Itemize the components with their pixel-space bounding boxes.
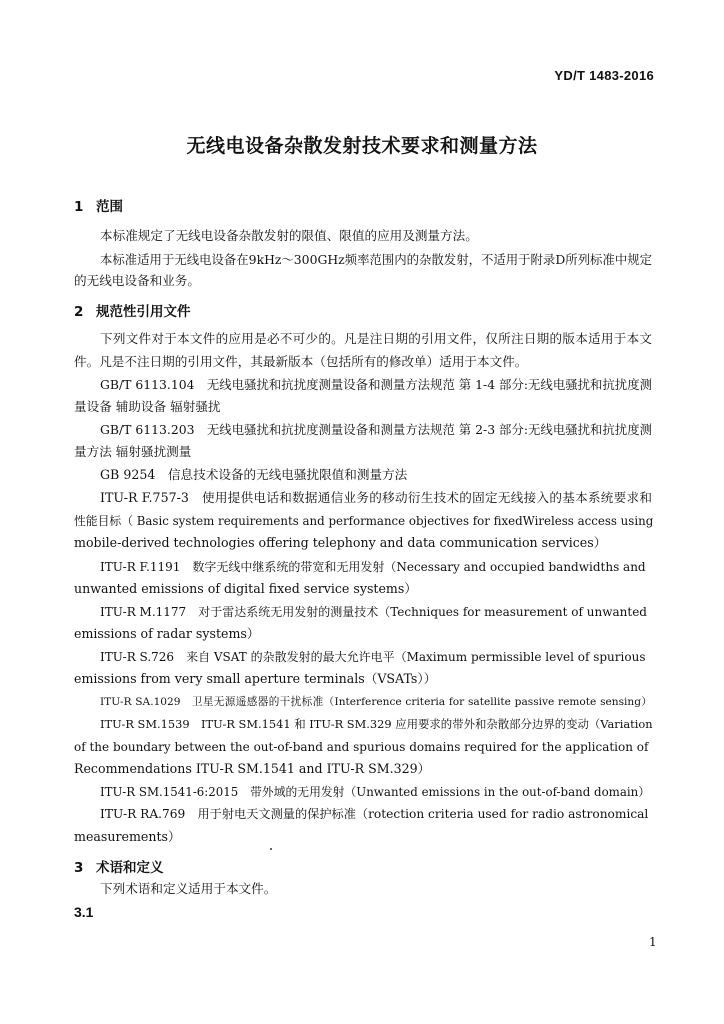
paragraph-line: 件。凡是不注日期的引用文件，其最新版本（包括所有的修改单）适用于本文件。	[74, 354, 528, 369]
reference-line: ITU-R F.757-3 使用提供电话和数据通信业务的移动衍生技术的固定无线接入的基本系统要求和	[100, 490, 652, 505]
reference-line: unwanted emissions of digital fixed service systems）	[74, 581, 417, 596]
section-heading-normative-references	[74, 300, 191, 320]
reference-line: measurements）	[74, 829, 181, 844]
reference-line: ITU-R F.1191 数字无线中继系统的带宽和无用发射（Necessary and occupied bandwidths and	[100, 560, 646, 574]
reference-line: 量设备 辅助设备 辐射骚扰	[74, 399, 221, 414]
reference-line: 性能目标（ Basic system requirements and performance objectives for fixedWireless access using	[74, 514, 654, 528]
paragraph-line: 的无线电设备和业务。	[74, 273, 200, 288]
reference-line: GB/T 6113.203 无线电骚扰和抗扰度测量设备和测量方法规范 第 2-3 部分:无线电骚扰和抗扰度测	[100, 422, 652, 437]
scan-speck	[270, 848, 272, 850]
section-number: 3	[74, 860, 84, 876]
reference-line: 量方法 辐射骚扰测量	[74, 444, 192, 459]
section-heading-terms	[74, 856, 164, 876]
reference-line: mobile-derived technologies offering telephony and data communication services）	[74, 535, 607, 550]
section-number: 2	[74, 304, 84, 320]
paragraph-line: 本标准适用于无线电设备在9kHz～300GHz频率范围内的杂散发射，不适用于附录D所列标准中规定	[100, 252, 652, 267]
section-title: 范围	[96, 199, 123, 215]
section-title: 术语和定义	[96, 860, 164, 876]
reference-line: ITU-R SM.1539 ITU-R SM.1541 和 ITU-R SM.329 应用要求的带外和杂散部分边界的变动（Variation	[100, 717, 653, 731]
reference-line: Recommendations ITU-R SM.1541 and ITU-R SM.329）	[74, 761, 431, 776]
reference-line: ITU-R RA.769 用于射电天文测量的保护标准（rotection criteria used for radio astronomical	[100, 807, 649, 821]
reference-line: ITU-R SM.1541-6:2015 带外域的无用发射（Unwanted emissions in the out-of-band domain）	[100, 785, 651, 799]
reference-line: GB/T 6113.104 无线电骚扰和抗扰度测量设备和测量方法规范 第 1-4 部分:无线电骚扰和抗扰度测	[100, 377, 652, 392]
reference-line: GB 9254 信息技术设备的无线电骚扰限值和测量方法	[100, 467, 408, 482]
standard-code: YD/T 1483-2016	[554, 68, 654, 83]
paragraph-line: 本标准规定了无线电设备杂散发射的限值、限值的应用及测量方法。	[100, 228, 478, 243]
paragraph-line: 下列术语和定义适用于本文件。	[100, 881, 277, 896]
section-title: 规范性引用文件	[96, 304, 191, 320]
paragraph-line: 下列文件对于本文件的应用是必不可少的。凡是注日期的引用文件，仅所注日期的版本适用于本文	[100, 331, 652, 346]
subsection-number: 3.1	[74, 904, 94, 920]
reference-line: of the boundary between the out-of-band and spurious domains required for the application of	[74, 740, 649, 754]
section-number: 1	[74, 199, 84, 215]
reference-line: ITU-R M.1177 对于雷达系统无用发射的测量技术（Techniques for measurement of unwanted	[100, 605, 647, 619]
document-title: 无线电设备杂散发射技术要求和测量方法	[186, 135, 538, 157]
reference-line: emissions from very small aperture terminals（VSATs））	[74, 671, 437, 686]
section-heading-scope	[74, 195, 123, 215]
reference-line: ITU-R S.726 来自 VSAT 的杂散发射的最大允许电平（Maximum permissible level of spurious	[100, 650, 646, 664]
page-number: 1	[649, 935, 657, 949]
reference-line: ITU-R SA.1029 卫星无源遥感器的干扰标准（Interference criteria for satellite passive remote sensing）	[100, 696, 652, 708]
reference-line: emissions of radar systems）	[74, 626, 260, 641]
